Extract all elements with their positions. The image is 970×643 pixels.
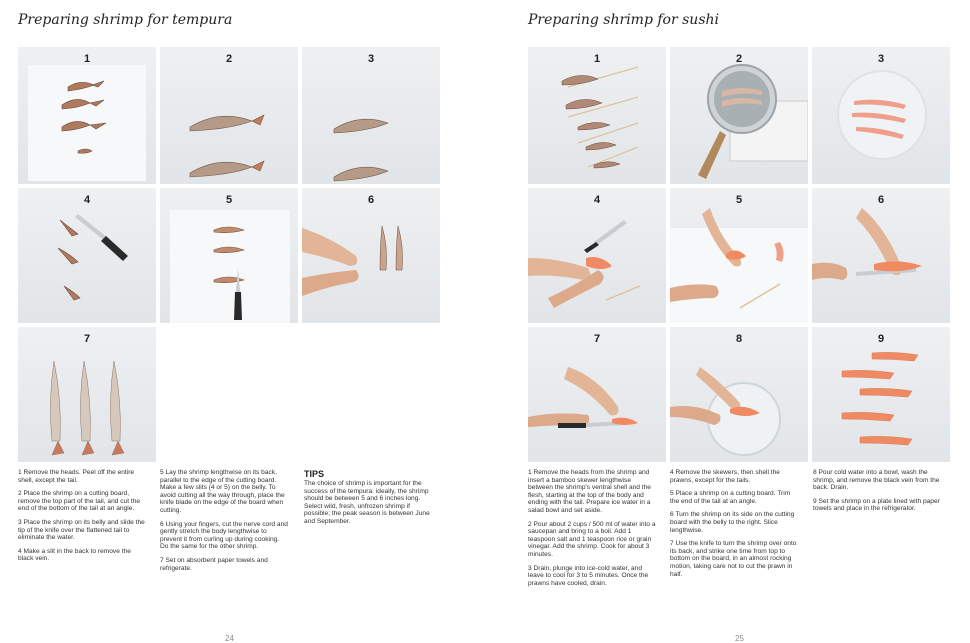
step-number-3: 3	[877, 53, 885, 65]
sushi-step-text: 1 Remove the heads from the shrimp and insert a bamboo skewer lengthwise between the shrimp's ventral shell and the flesh, starting at the top of the body and ending with the tail. Prepare ice water in a salad bowl and set aside.	[528, 469, 651, 514]
tempura-instructions-col-2	[160, 469, 288, 578]
tempura-step-photo-3	[302, 47, 440, 184]
tempura-step-text: 4 Make a slit in the back to remove the black vein.	[18, 547, 131, 563]
washing-shrimp-illustration	[670, 327, 808, 462]
sushi-step-text: 6 Turn the shrimp on its side on the cutting board with the belly to the right. Slice lengthwise.	[670, 511, 795, 534]
step-number-7: 7	[83, 333, 91, 345]
step-number-3: 3	[367, 53, 375, 65]
sushi-instructions-col-3	[813, 469, 941, 519]
tempura-step-text: 5 Lay the shrimp lengthwise on its back, parallel to the edge of the cutting board. Make a few slits (4 or 5) on the belly. To avoid cutting all the way through, place the knife blade on the edge of the board when cutting.	[160, 469, 285, 514]
tempura-step-photo-1	[18, 47, 156, 184]
sushi-step-text: 4 Remove the skewers, then shell the prawns, except for the tails.	[670, 469, 780, 484]
step-number-1: 1	[83, 53, 91, 65]
tempura-photo-grid	[18, 47, 440, 462]
sushi-step-photo-1	[528, 47, 666, 184]
shrimp-tails-illustration	[160, 47, 298, 184]
tempura-step-photo-5	[160, 188, 298, 323]
sushi-step-text: 7 Use the knife to turn the shrimp over onto its back, and strike one time from top to bottom on the board, in an almost rocking motion, taking care not to cut the prawn in half.	[670, 540, 797, 578]
tips-box	[304, 469, 432, 532]
step-number-2: 2	[225, 53, 233, 65]
removing-skewers-illustration	[528, 188, 666, 323]
tempura-step-photo-7	[18, 327, 156, 462]
step-number-2: 2	[735, 53, 743, 65]
sushi-title: Preparing shrimp for sushi	[528, 12, 719, 28]
sushi-step-text: 2 Pour about 2 cups / 500 ml of water into a saucepan and bring to a boil. Add 1 teaspoon salt and 1 teaspoon rice or grain vinegar. Add the shrimp. Cook for about 3 minutes.	[528, 520, 656, 558]
sushi-step-text: 8 Pour cold water into a bowl, wash the shrimp, and remove the black vein from the back. Drain.	[813, 469, 940, 492]
trimming-tail-illustration	[670, 188, 808, 323]
tempura-step-text: 1 Remove the heads. Peel off the entire shell, except the tail.	[18, 469, 135, 484]
step-number-5: 5	[735, 194, 743, 206]
tips-heading: TIPS	[304, 469, 325, 479]
sushi-instructions-col-2	[670, 469, 798, 584]
turning-shrimp-illustration	[528, 327, 666, 462]
sushi-step-photo-5	[670, 188, 808, 323]
step-number-4: 4	[593, 194, 601, 206]
right-page	[485, 0, 970, 643]
step-number-1: 1	[593, 53, 601, 65]
sushi-step-photo-3	[812, 47, 950, 184]
tempura-step-text: 6 Using your fingers, cut the nerve cord and gently stretch the body lengthwise to prevent it from curling up during cooking. Do the same for the other shrimp.	[160, 520, 288, 551]
shrimp-belly-cuts-illustration	[160, 188, 298, 323]
step-number-9: 9	[877, 333, 885, 345]
step-number-5: 5	[225, 194, 233, 206]
ice-water-bowl-illustration	[812, 47, 950, 184]
step-number-7: 7	[593, 333, 601, 345]
tempura-step-text: 3 Place the shrimp on its belly and slide the tip of the knife over the flattened tail to eliminate the water.	[18, 518, 145, 542]
sushi-instructions-col-1	[528, 469, 656, 593]
step-number-8: 8	[735, 333, 743, 345]
step-number-4: 4	[83, 194, 91, 206]
sushi-step-text: 3 Drain, plunge into ice-cold water, and leave to cool for 3 to 5 minutes. Once the prawns have cooled, drain.	[528, 564, 649, 587]
shrimp-heads-illustration	[18, 47, 156, 184]
skewered-shrimp-illustration	[528, 47, 666, 184]
tempura-step-photo-6	[302, 188, 440, 323]
hands-stretching-shrimp-illustration	[302, 188, 440, 323]
sushi-photo-grid	[528, 47, 950, 462]
sushi-step-photo-7	[528, 327, 666, 462]
step-number-6: 6	[367, 194, 375, 206]
slicing-shrimp-illustration	[812, 188, 950, 323]
saucepan-illustration	[670, 47, 808, 184]
step-number-6: 6	[877, 194, 885, 206]
tempura-step-text: 2 Place the shrimp on a cutting board, remove the top part of the tail, and cut the end of the bottom of the tail at an angle.	[18, 490, 141, 513]
tempura-instructions-col-1	[18, 469, 146, 569]
tips-text: The choice of shrimp is important for the success of the tempura: ideally, the shrimp should be between 5 and 6 inches long. Select wild, fresh, unfrozen shrimp if possible; the peak season is between June and September.	[304, 480, 430, 525]
tempura-step-photo-2	[160, 47, 298, 184]
page-number-right: 25	[735, 634, 744, 643]
sushi-step-text: 9 Set the shrimp on a plate lined with paper towels and place in the refrigerator.	[813, 497, 940, 513]
sushi-step-photo-8	[670, 327, 808, 462]
shrimp-slit-illustration	[18, 188, 156, 323]
tempura-step-text: 7 Set on absorbent paper towels and refrigerate.	[160, 556, 268, 572]
prepared-shrimp-illustration	[812, 327, 950, 462]
sushi-step-photo-6	[812, 188, 950, 323]
tempura-step-photo-4	[18, 188, 156, 323]
tempura-title: Preparing shrimp for tempura	[18, 12, 233, 28]
sushi-step-photo-4	[528, 188, 666, 323]
shrimp-knife-illustration	[302, 47, 440, 184]
sushi-step-photo-9	[812, 327, 950, 462]
sushi-step-photo-2	[670, 47, 808, 184]
page-number-left: 24	[225, 634, 234, 643]
stretched-shrimp-illustration	[18, 327, 156, 462]
sushi-step-text: 5 Place a shrimp on a cutting board. Trim the end of the tail at an angle.	[670, 490, 791, 505]
